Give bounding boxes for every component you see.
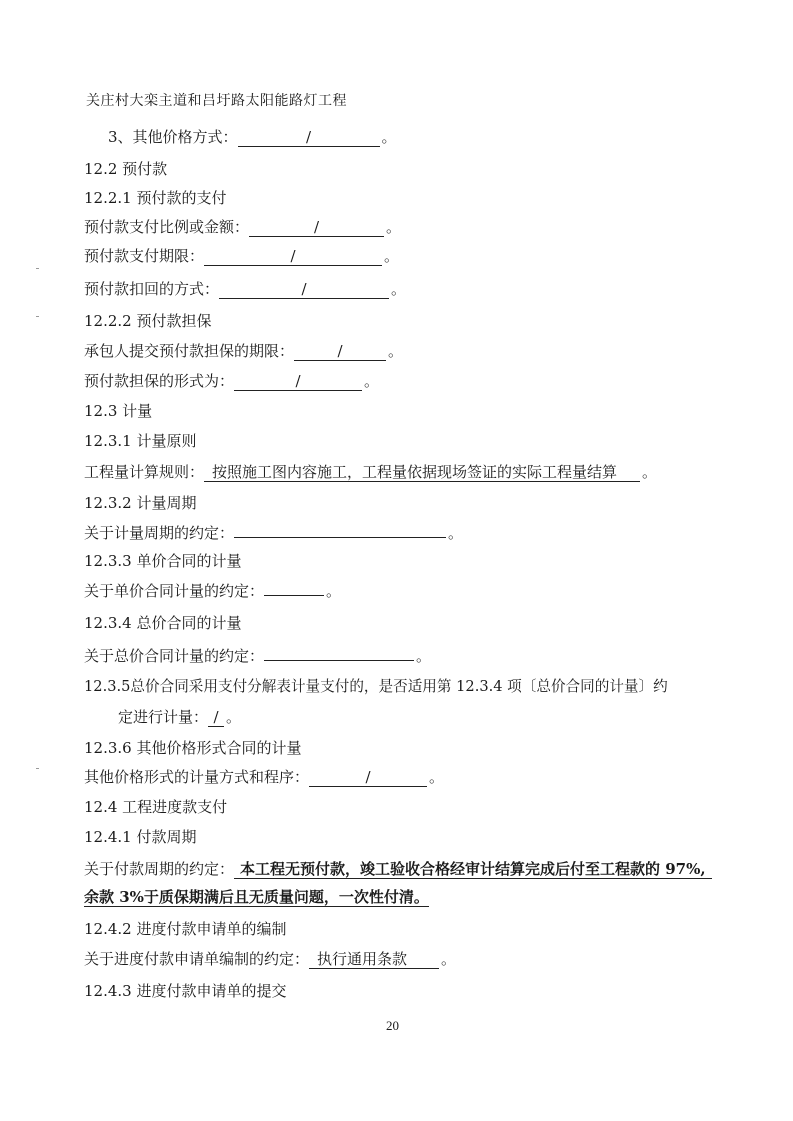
section-12-3-5: 12.3.5总价合同采用支付分解表计量支付的，是否适用第 12.3.4 项〔总价合同的计量〕约 <box>84 678 668 695</box>
line-progress-payment-prep: 关于进度付款申请单编制的约定： 执行通用条款 。 <box>84 950 457 968</box>
line-advance-period: 预付款支付期限： / 。 <box>84 247 400 265</box>
fill-value: 余款 3%于质保期满后且无质量问题，一次性付清。 <box>84 888 429 906</box>
fill-value: / <box>219 280 389 299</box>
section-12-2: 12.2 预付款 <box>84 160 168 178</box>
line-lump-sum-measure: 关于总价合同计量的约定： 。 <box>84 647 432 665</box>
page-number: 20 <box>386 1018 399 1033</box>
fill-value <box>264 595 324 596</box>
section-12-2-2: 12.2.2 预付款担保 <box>84 312 212 330</box>
line-payment-cycle: 关于付款周期的约定： 本工程无预付款，竣工验收合格经审计结算完成后付至工程款的 97%, <box>84 858 712 880</box>
line-measure-applicable: 定进行计量： / 。 <box>118 708 242 726</box>
fill-value: / <box>309 768 427 787</box>
line-guarantee-form: 预付款担保的形式为： / 。 <box>84 372 380 390</box>
section-12-3-3: 12.3.3 单价合同的计量 <box>84 552 242 570</box>
line-quantity-rule: 工程量计算规则： 按照施工图内容施工，工程量依据现场签证的实际工程量结算 。 <box>84 463 658 481</box>
line-other-measure-method: 其他价格形式的计量方式和程序： / 。 <box>84 768 445 786</box>
fill-value: / <box>204 247 382 266</box>
fill-value: 本工程无预付款，竣工验收合格经审计结算完成后付至工程款的 97%, <box>234 860 712 879</box>
section-12-3-1: 12.3.1 计量原则 <box>84 432 197 450</box>
fill-value: / <box>294 342 386 361</box>
fill-value: / <box>238 128 380 147</box>
fill-value: 执行通用条款 <box>309 950 439 969</box>
fill-value <box>234 537 446 538</box>
line-unit-price-measure: 关于单价合同计量的约定： 。 <box>84 582 342 600</box>
fill-value: / <box>234 372 362 391</box>
section-12-4-1: 12.4.1 付款周期 <box>84 828 197 846</box>
fill-value: 按照施工图内容施工，工程量依据现场签证的实际工程量结算 <box>204 463 640 482</box>
line-advance-ratio: 预付款支付比例或金额： / 。 <box>84 218 402 236</box>
line-measure-period: 关于计量周期的约定： 。 <box>84 524 464 542</box>
scan-speck <box>36 268 39 269</box>
label: 3、其他价格方式： <box>108 128 238 146</box>
fill-value: / <box>208 708 224 727</box>
section-12-4-2: 12.4.2 进度付款申请单的编制 <box>84 920 287 938</box>
section-12-4-3: 12.4.3 进度付款申请单的提交 <box>84 982 287 1000</box>
section-12-4: 12.4 工程进度款支付 <box>84 798 228 816</box>
fill-value <box>264 660 414 661</box>
fill-value: / <box>249 218 384 237</box>
section-12-3-2: 12.3.2 计量周期 <box>84 494 197 512</box>
scan-speck <box>36 768 39 769</box>
scan-speck <box>36 316 39 317</box>
line-advance-deduction: 预付款扣回的方式： / 。 <box>84 280 407 298</box>
line-other-price-method: 3、其他价格方式： / 。 <box>108 128 397 146</box>
document-header: 关庄村大栾主道和吕圩路太阳能路灯工程 <box>86 93 347 109</box>
line-guarantee-period: 承包人提交预付款担保的期限： / 。 <box>84 342 404 360</box>
section-12-3-6: 12.3.6 其他价格形式合同的计量 <box>84 739 302 757</box>
line-payment-cycle-continued <box>84 886 429 908</box>
section-12-3-4: 12.3.4 总价合同的计量 <box>84 614 242 632</box>
section-12-2-1: 12.2.1 预付款的支付 <box>84 189 227 207</box>
section-12-3: 12.3 计量 <box>84 402 153 420</box>
